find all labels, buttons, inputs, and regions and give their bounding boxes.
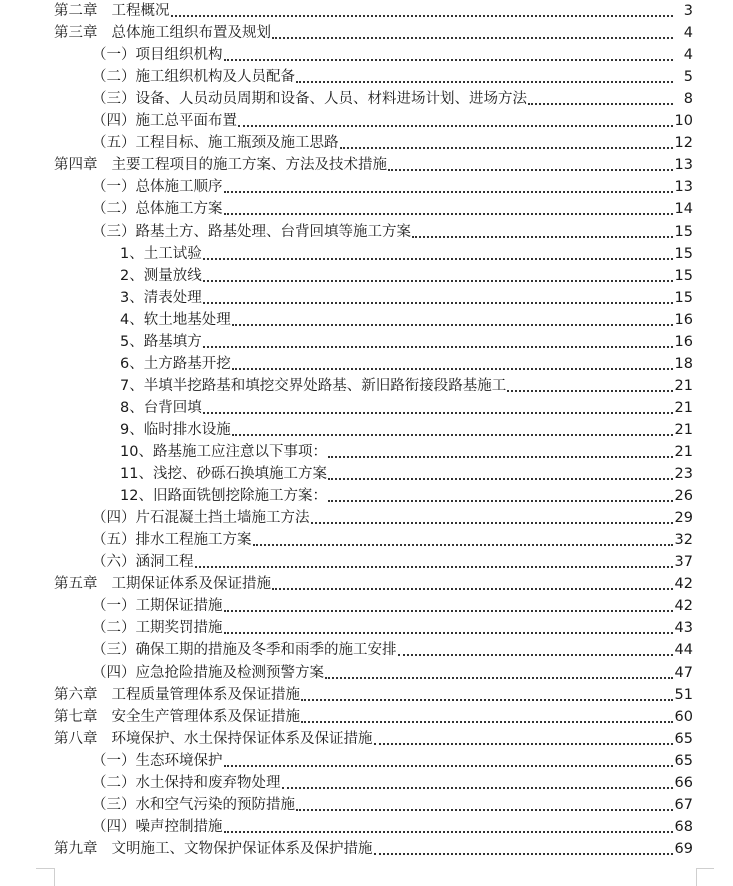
toc-entry-title: [0, 243, 202, 265]
toc-dot-leader: [171, 15, 674, 17]
toc-entry[interactable]: [0, 441, 733, 463]
toc-page-number: 68: [674, 818, 693, 835]
toc-dot-leader: [388, 169, 673, 171]
toc-entry[interactable]: [0, 706, 733, 728]
toc-entry[interactable]: [0, 287, 733, 309]
toc-entry[interactable]: [0, 639, 733, 661]
toc-entry[interactable]: [0, 551, 733, 573]
toc-entry-title: [0, 794, 295, 816]
toc-entry-title: [0, 66, 295, 88]
toc-title-text: 3、清表处理: [120, 289, 202, 306]
toc-title-text: 11、浅挖、砂砾石换填施工方案: [120, 466, 327, 483]
toc-dot-leader: [232, 434, 673, 436]
toc-entry[interactable]: [0, 485, 733, 507]
toc-page-number: 21: [674, 444, 693, 460]
toc-dot-leader: [224, 765, 673, 767]
toc-entry-title: [0, 684, 300, 706]
toc-dot-leader: [253, 544, 673, 546]
toc-entry[interactable]: [0, 595, 733, 617]
toc-dot-leader: [398, 654, 673, 656]
page-corner-mark-right: [696, 868, 714, 869]
toc-entry-title: [0, 750, 223, 772]
toc-entry-title: [0, 110, 237, 132]
toc-title-text: （一）总体施工顺序: [92, 179, 223, 196]
toc-page-number: 3: [683, 3, 693, 19]
toc-dot-leader: [224, 213, 673, 215]
toc-entry-title: [0, 419, 231, 441]
toc-page-number: 14: [674, 201, 693, 218]
toc-dot-leader: [272, 37, 673, 39]
toc-title-text: 4、软土地基处理: [120, 311, 231, 328]
toc-title-text: （五）排水工程施工方案: [92, 532, 252, 549]
toc-entry-title: [0, 0, 170, 22]
toc-entry[interactable]: [0, 132, 733, 154]
toc-entry[interactable]: [0, 265, 733, 287]
toc-chapter-label: 第三章: [54, 25, 98, 42]
toc-title-text: 7、半填半挖路基和填挖交界处路基、新旧路衔接段路基施工: [120, 377, 507, 394]
toc-entry-title: [0, 198, 223, 220]
toc-page-number: 16: [674, 311, 693, 328]
toc-page-number: 10: [674, 113, 693, 130]
toc-entry-title: [0, 309, 231, 331]
toc-entry-title: [0, 772, 281, 794]
toc-entry[interactable]: [0, 22, 733, 44]
toc-page-number: 15: [674, 289, 693, 306]
toc-page-number: 15: [674, 245, 693, 262]
toc-title-text: （三）路基土方、路基处理、台背回填等施工方案: [92, 223, 411, 240]
toc-entry-title: [0, 154, 387, 176]
toc-entry-title: [0, 617, 223, 639]
toc-title-text: （一）项目组织机构: [92, 47, 223, 64]
toc-entry-title: [0, 22, 271, 44]
toc-entry-title: [0, 551, 194, 573]
toc-dot-leader: [507, 390, 672, 392]
toc-dot-leader: [195, 566, 673, 568]
toc-chapter-label: 第八章: [54, 730, 98, 747]
toc-dot-leader: [238, 125, 673, 127]
toc-title-text: （一）生态环境保护: [92, 752, 223, 769]
toc-chapter-label: 第九章: [54, 840, 98, 857]
toc-entry-title: [0, 353, 231, 375]
toc-entry[interactable]: [0, 66, 733, 88]
toc-page-number: 15: [674, 223, 693, 240]
toc-title-text: （五）工程目标、施工瓶颈及施工思路: [92, 135, 339, 152]
toc-dot-leader: [311, 522, 673, 524]
toc-chapter-label: 第二章: [54, 3, 98, 19]
toc-title-text: （四）施工总平面布置: [92, 113, 237, 130]
toc-dot-leader: [412, 236, 673, 238]
toc-title-text: 环境保护、水土保持保证体系及保证措施: [111, 730, 373, 747]
toc-dot-leader: [224, 59, 674, 61]
toc-dot-leader: [203, 280, 673, 282]
toc-title-text: 主要工程项目的施工方案、方法及技术措施: [111, 157, 387, 174]
toc-title-text: 2、测量放线: [120, 267, 202, 284]
toc-entry[interactable]: [0, 772, 733, 794]
toc-entry-title: [0, 397, 202, 419]
toc-dot-leader: [224, 191, 673, 193]
toc-page-number: 67: [674, 796, 693, 813]
toc-entry[interactable]: [0, 617, 733, 639]
toc-entry[interactable]: [0, 529, 733, 551]
toc-page-number: 13: [674, 157, 693, 174]
toc-dot-leader: [374, 743, 673, 745]
toc-page-number: 66: [674, 774, 693, 791]
toc-entry-title: [0, 573, 271, 595]
toc-dot-leader: [296, 81, 673, 83]
toc-entry[interactable]: [0, 110, 733, 132]
toc-entry-title: [0, 507, 310, 529]
toc-title-text: （四）应急抢险措施及检测预警方案: [92, 664, 324, 681]
toc-page-number: 15: [674, 267, 693, 284]
toc-entry-title: [0, 662, 324, 684]
toc-dot-leader: [203, 302, 673, 304]
toc-entry[interactable]: [0, 331, 733, 353]
toc-dot-leader: [296, 809, 673, 811]
toc-entry-title: [0, 728, 373, 750]
toc-page-number: 23: [674, 466, 693, 483]
toc-title-text: （三）设备、人员动员周期和设备、人员、材料进场计划、进场方法: [92, 91, 527, 108]
toc-title-text: （四）噪声控制措施: [92, 818, 223, 835]
toc-title-text: （四）片石混凝土挡土墙施工方法: [92, 510, 310, 527]
toc-page-number: 12: [674, 135, 693, 152]
toc-title-text: 6、土方路基开挖: [120, 355, 231, 372]
toc-entry[interactable]: [0, 353, 733, 375]
toc-title-text: （一）工期保证措施: [92, 598, 223, 615]
toc-entry[interactable]: [0, 44, 733, 66]
toc-entry-title: [0, 529, 252, 551]
toc-page-number: 21: [674, 399, 693, 416]
toc-entry-title: [0, 265, 202, 287]
toc-entry-title: [0, 816, 223, 838]
toc-chapter-label: 第七章: [54, 708, 98, 725]
toc-title-text: 工程质量管理体系及保证措施: [111, 686, 300, 703]
toc-entry[interactable]: [0, 375, 733, 397]
toc-entry[interactable]: [0, 573, 733, 595]
toc-entry[interactable]: [0, 728, 733, 750]
toc-entry-title: [0, 441, 327, 463]
toc-page-number: 42: [674, 598, 693, 615]
toc-entry[interactable]: [0, 243, 733, 265]
toc-entry[interactable]: [0, 309, 733, 331]
toc-dot-leader: [374, 853, 673, 855]
toc-dot-leader: [232, 368, 673, 370]
toc-title-text: 文明施工、文物保护保证体系及保护措施: [111, 840, 373, 857]
toc-dot-leader: [203, 412, 673, 414]
toc-title-text: 总体施工组织布置及规划: [111, 25, 271, 42]
toc-entry[interactable]: [0, 463, 733, 485]
toc-entry-title: [0, 485, 327, 507]
toc-page-number: 13: [674, 179, 693, 196]
toc-page-number: 43: [674, 620, 693, 637]
toc-title-text: （二）水土保持和废弃物处理: [92, 774, 281, 791]
toc-entry[interactable]: [0, 154, 733, 176]
page-corner-mark-left-vertical: [54, 868, 55, 886]
toc-dot-leader: [328, 456, 673, 458]
toc-title-text: （二）工期奖罚措施: [92, 620, 223, 637]
page-corner-mark-left: [36, 868, 54, 869]
page-corner-mark-right-vertical: [696, 868, 697, 886]
toc-entry-title: [0, 44, 223, 66]
toc-title-text: 5、路基填方: [120, 333, 202, 350]
toc-page-number: 18: [674, 355, 693, 372]
toc-entry[interactable]: [0, 750, 733, 772]
toc-page-number: 21: [674, 377, 693, 394]
toc-entry[interactable]: [0, 838, 733, 860]
toc-title-text: （二）总体施工方案: [92, 201, 223, 218]
toc-page-number: 26: [674, 488, 693, 505]
toc-page-number: 37: [674, 554, 693, 571]
toc-dot-leader: [328, 478, 673, 480]
toc-entry[interactable]: [0, 221, 733, 243]
toc-dot-leader: [272, 588, 673, 590]
toc-title-text: 1、土工试验: [120, 245, 202, 262]
toc-page-number: 65: [674, 730, 693, 747]
toc-page-number: 65: [674, 752, 693, 769]
toc-entry[interactable]: [0, 88, 733, 110]
toc-page-number: 60: [674, 708, 693, 725]
toc-entry-title: [0, 221, 411, 243]
toc-entry-title: [0, 132, 339, 154]
toc-title-text: 12、旧路面铣刨挖除施工方案：: [120, 488, 327, 505]
toc-entry-title: [0, 375, 506, 397]
toc-entry[interactable]: [0, 816, 733, 838]
toc-page-number: 5: [683, 69, 693, 86]
toc-chapter-label: 第六章: [54, 686, 98, 703]
toc-entry-title: [0, 838, 373, 860]
toc-entry[interactable]: [0, 198, 733, 220]
toc-title-text: 工期保证体系及保证措施: [111, 576, 271, 593]
toc-title-text: （三）确保工期的措施及冬季和雨季的施工安排: [92, 642, 397, 659]
toc-dot-leader: [301, 699, 673, 701]
toc-page-number: 51: [674, 686, 693, 703]
toc-entry[interactable]: [0, 397, 733, 419]
toc-entry[interactable]: [0, 662, 733, 684]
toc-title-text: 9、临时排水设施: [120, 421, 231, 438]
toc-page-number: 16: [674, 333, 693, 350]
toc-page-number: 21: [674, 421, 693, 438]
toc-page-number: 69: [674, 840, 693, 857]
toc-title-text: 8、台背回填: [120, 399, 202, 416]
toc-entry[interactable]: [0, 419, 733, 441]
toc-page-number: 8: [683, 91, 693, 108]
toc-page-number: 44: [674, 642, 693, 659]
toc-title-text: 安全生产管理体系及保证措施: [111, 708, 300, 725]
toc-entry-title: [0, 176, 223, 198]
toc-entry-title: [0, 287, 202, 309]
toc-dot-leader: [301, 721, 673, 723]
toc-chapter-label: 第五章: [54, 576, 98, 593]
toc-title-text: 10、路基施工应注意以下事项：: [120, 444, 327, 460]
toc-entry-title: [0, 331, 202, 353]
toc-dot-leader: [203, 258, 673, 260]
toc-dot-leader: [224, 831, 673, 833]
toc-page-number: 29: [674, 510, 693, 527]
toc-page-number: 4: [683, 25, 693, 42]
toc-title-text: （六）涵洞工程: [92, 554, 194, 571]
toc-dot-leader: [528, 103, 673, 105]
toc-dot-leader: [224, 632, 673, 634]
toc-entry-title: [0, 88, 527, 110]
toc-dot-leader: [340, 147, 673, 149]
toc-page-number: 4: [683, 47, 693, 64]
toc-page-number: 32: [674, 532, 693, 549]
toc-title-text: 工程概况: [111, 3, 170, 19]
toc-entry-title: [0, 706, 300, 728]
toc-entry[interactable]: [0, 684, 733, 706]
toc-dot-leader: [203, 346, 673, 348]
toc-entry-title: [0, 595, 223, 617]
toc-entry[interactable]: [0, 794, 733, 816]
toc-chapter-label: 第四章: [54, 157, 98, 174]
toc-entry[interactable]: [0, 507, 733, 529]
toc-dot-leader: [224, 610, 673, 612]
toc-dot-leader: [328, 500, 673, 502]
toc-entry[interactable]: [0, 176, 733, 198]
toc-dot-leader: [282, 787, 673, 789]
toc-entry-title: [0, 463, 327, 485]
toc-entry[interactable]: [0, 0, 733, 22]
toc-page-number: 42: [674, 576, 693, 593]
toc-title-text: （三）水和空气污染的预防措施: [92, 796, 295, 813]
toc-dot-leader: [232, 324, 673, 326]
toc-page-number: 47: [674, 664, 693, 681]
toc-title-text: （二）施工组织机构及人员配备: [92, 69, 295, 86]
toc-entry-title: [0, 639, 397, 661]
toc-dot-leader: [325, 677, 673, 679]
